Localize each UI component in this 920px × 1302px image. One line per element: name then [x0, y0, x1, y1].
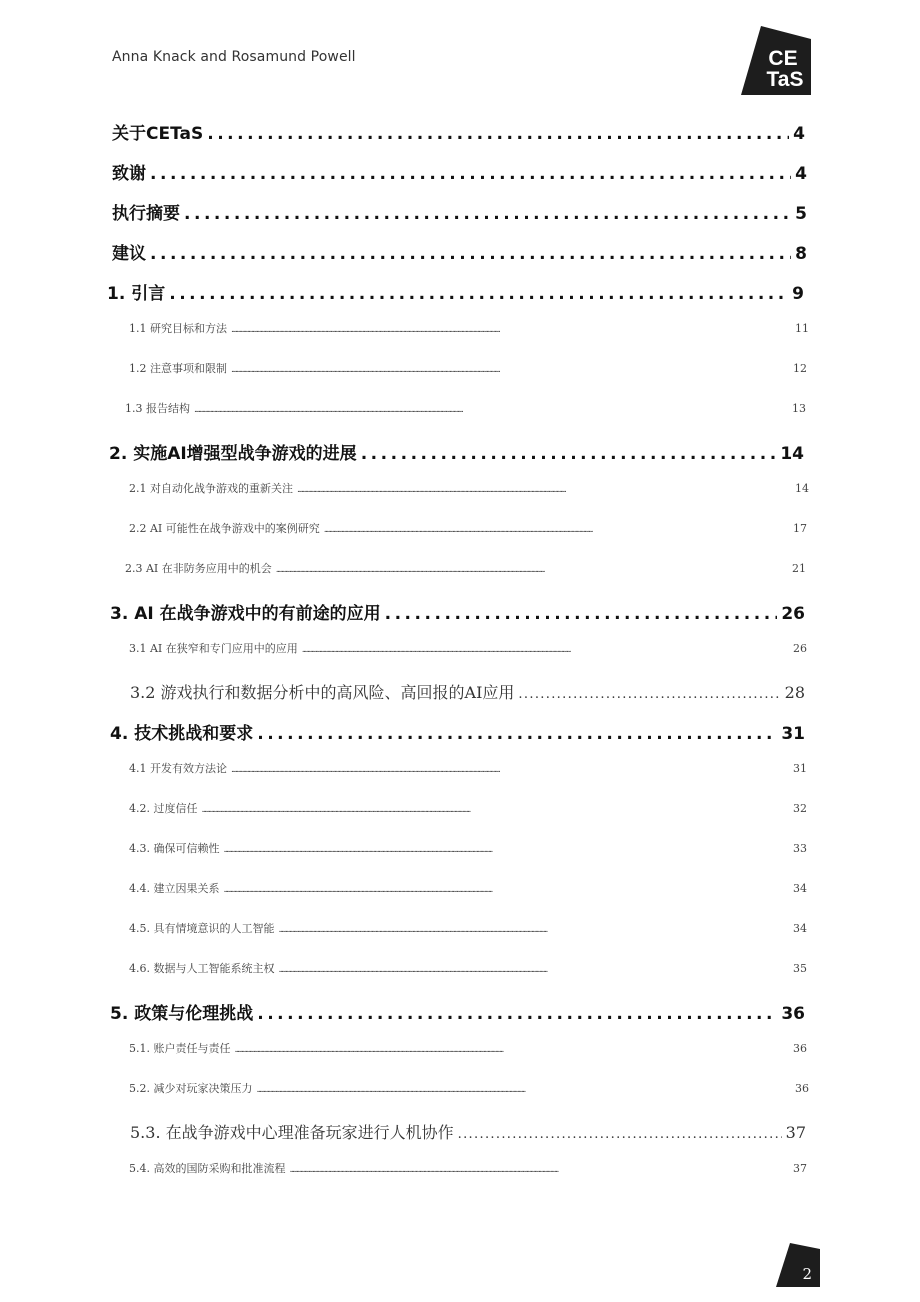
- toc-leader: [302, 642, 789, 655]
- toc-page: 4: [793, 124, 805, 144]
- toc-leader: [231, 762, 789, 775]
- toc-entry-3-1[interactable]: [129, 640, 807, 656]
- toc-entry-2-2[interactable]: [129, 520, 807, 536]
- toc-title: 5.2. 减少对玩家决策压力: [129, 1082, 253, 1095]
- toc-title: 4.4. 建立因果关系: [129, 882, 220, 895]
- toc-leader: [202, 802, 790, 815]
- toc-title: 1.2 注意事项和限制: [129, 362, 227, 375]
- toc-page: 8: [795, 244, 807, 264]
- toc-leader: [231, 322, 791, 335]
- toc-title: 致谢: [112, 164, 146, 184]
- toc-leader: [257, 724, 777, 744]
- toc-title: 3.1 AI 在狭窄和专门应用中的应用: [129, 642, 298, 655]
- toc-leader: [150, 164, 791, 184]
- toc-leader: [224, 842, 790, 855]
- toc-leader: [257, 1004, 777, 1024]
- toc-entry-introduction[interactable]: [107, 279, 804, 304]
- toc-page: 33: [793, 842, 807, 855]
- toc-entry-4-1[interactable]: [129, 760, 807, 776]
- toc-leader: [231, 362, 789, 375]
- toc-entry-1-3[interactable]: [125, 400, 806, 416]
- toc-entry-executive-summary[interactable]: [112, 199, 807, 224]
- toc-title: 2.3 AI 在非防务应用中的机会: [125, 562, 272, 575]
- toc-page: 5: [795, 204, 807, 224]
- toc-page: 26: [781, 604, 805, 624]
- toc-entry-5-3[interactable]: [130, 1120, 806, 1143]
- toc-title: 建议: [112, 244, 146, 264]
- toc-page: 37: [785, 1123, 806, 1142]
- toc-title: 3. AI 在战争游戏中的有前途的应用: [110, 604, 381, 624]
- header-authors: Anna Knack and Rosamund Powell: [112, 49, 356, 65]
- toc-page: 12: [793, 362, 807, 375]
- page-number-badge: [776, 1243, 820, 1287]
- toc-page: 9: [792, 284, 804, 304]
- toc-title: 5.4. 高效的国防采购和批准流程: [129, 1162, 286, 1175]
- toc-entry-3-2[interactable]: [130, 680, 805, 703]
- toc-entry-chapter-4[interactable]: [110, 719, 805, 744]
- toc-entry-about-cetas[interactable]: [112, 119, 805, 144]
- toc-leader: [235, 1042, 790, 1055]
- toc-page: 21: [792, 562, 806, 575]
- toc-page: 34: [793, 882, 807, 895]
- toc-title: 关于CETaS: [112, 124, 204, 144]
- toc-title: 5.1. 账户责任与责任: [129, 1042, 231, 1055]
- toc-entry-4-3[interactable]: [129, 840, 807, 856]
- toc-leader: [279, 962, 790, 975]
- page-badge-shape: [776, 1243, 820, 1287]
- toc-leader: [169, 284, 788, 304]
- toc-page: 34: [793, 922, 807, 935]
- toc-title: 2.2 AI 可能性在战争游戏中的案例研究: [129, 522, 320, 535]
- toc-page: 31: [793, 762, 807, 775]
- toc-leader: [361, 444, 777, 464]
- toc-entry-chapter-2[interactable]: [109, 439, 804, 464]
- toc-leader: [276, 562, 788, 575]
- toc-leader: [224, 882, 790, 895]
- toc-page: 26: [793, 642, 807, 655]
- toc-entry-2-1[interactable]: [129, 480, 809, 496]
- toc-entry-1-2[interactable]: [129, 360, 807, 376]
- toc-entry-2-3[interactable]: [125, 560, 806, 576]
- cetas-logo: [741, 26, 811, 95]
- toc-entry-5-4[interactable]: [129, 1160, 807, 1176]
- toc-title: 4.3. 确保可信赖性: [129, 842, 220, 855]
- toc-entry-4-6[interactable]: [129, 960, 807, 976]
- toc-title: 2.1 对自动化战争游戏的重新关注: [129, 482, 293, 495]
- svg-text:TaS: TaS: [766, 68, 804, 91]
- toc-title: 1.3 报告结构: [125, 402, 190, 415]
- toc-page: 17: [793, 522, 807, 535]
- toc-title: 2. 实施AI增强型战争游戏的进展: [109, 444, 357, 464]
- toc-leader: [290, 1162, 790, 1175]
- toc-title: 4.6. 数据与人工智能系统主权: [129, 962, 275, 975]
- toc-title: 4. 技术挑战和要求: [110, 724, 254, 744]
- toc-page: 37: [793, 1162, 807, 1175]
- toc-title: 3.2 游戏执行和数据分析中的高风险、高回报的AI应用: [130, 683, 515, 702]
- toc-leader: [184, 204, 791, 224]
- toc-leader: [458, 1123, 782, 1142]
- toc-entry-5-2[interactable]: [129, 1080, 809, 1096]
- toc-entry-chapter-3[interactable]: [110, 599, 805, 624]
- toc-page: 35: [793, 962, 807, 975]
- toc-title: 1.1 研究目标和方法: [129, 322, 227, 335]
- toc-page: 36: [793, 1042, 807, 1055]
- toc-title: 5.3. 在战争游戏中心理准备玩家进行人机协作: [130, 1123, 454, 1142]
- toc-entry-4-2[interactable]: [129, 800, 807, 816]
- toc-leader: [385, 604, 778, 624]
- toc-page: 14: [780, 444, 804, 464]
- toc-title: 5. 政策与伦理挑战: [110, 1004, 254, 1024]
- toc-entry-5-1[interactable]: [129, 1040, 807, 1056]
- toc-title: 1. 引言: [107, 284, 166, 304]
- toc-leader: [194, 402, 788, 415]
- toc-leader: [150, 244, 791, 264]
- toc-entry-recommendations[interactable]: [112, 239, 807, 264]
- toc-leader: [279, 922, 790, 935]
- toc-page: 4: [795, 164, 807, 184]
- toc-leader: [324, 522, 789, 535]
- toc-title: 4.2. 过度信任: [129, 802, 198, 815]
- toc-page: 13: [792, 402, 806, 415]
- toc-leader: [207, 124, 789, 144]
- toc-page: 32: [793, 802, 807, 815]
- toc-entry-4-5[interactable]: [129, 920, 807, 936]
- toc-leader: [297, 482, 791, 495]
- toc-page: 28: [784, 683, 805, 702]
- toc-entry-acknowledgements[interactable]: [112, 159, 807, 184]
- toc-page: 36: [795, 1082, 809, 1095]
- svg-text:CE: CE: [768, 47, 798, 70]
- toc-leader: [518, 683, 780, 702]
- toc-leader: [257, 1082, 792, 1095]
- toc-title: 执行摘要: [112, 204, 180, 224]
- page-number: 2: [802, 1265, 812, 1283]
- toc-page: 36: [781, 1004, 805, 1024]
- toc-entry-4-4[interactable]: [129, 880, 807, 896]
- toc-entry-1-1[interactable]: [129, 320, 809, 336]
- toc-title: 4.5. 具有情境意识的人工智能: [129, 922, 275, 935]
- toc-page: 11: [795, 322, 809, 335]
- toc-page: 14: [795, 482, 809, 495]
- toc-title: 4.1 开发有效方法论: [129, 762, 227, 775]
- toc-entry-chapter-5[interactable]: [110, 999, 805, 1024]
- toc-page: 31: [781, 724, 805, 744]
